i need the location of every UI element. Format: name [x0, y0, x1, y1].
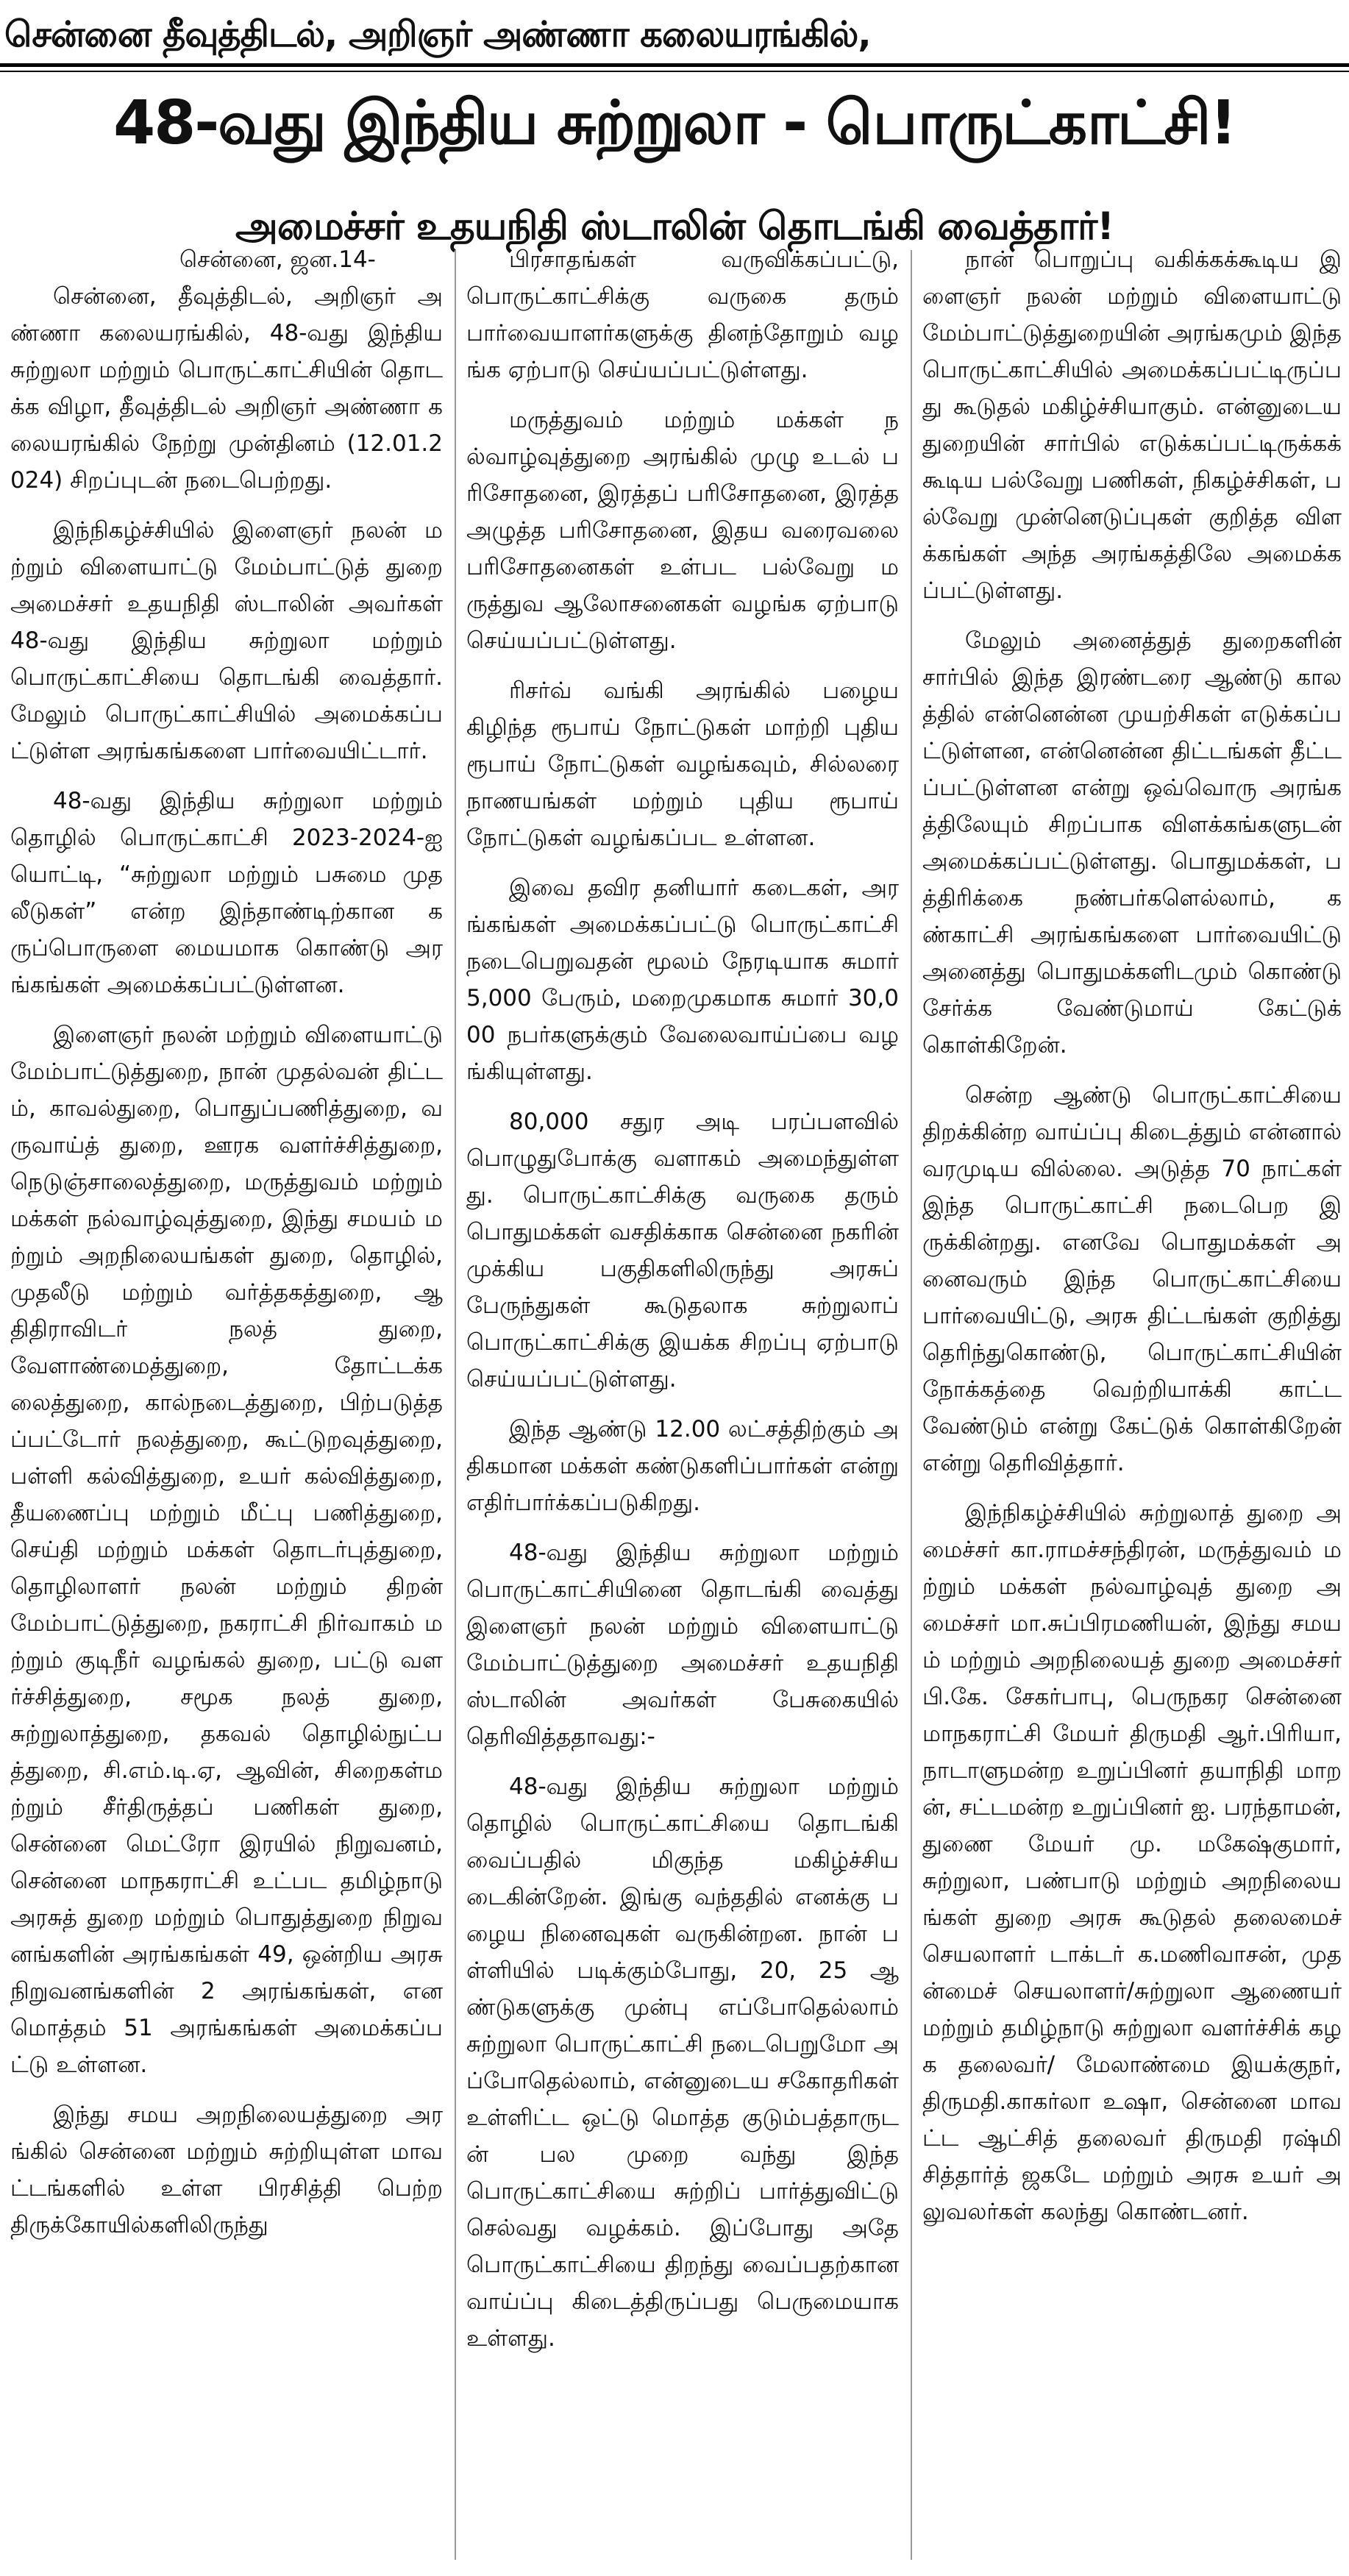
paragraph: இளைஞர் நலன் மற்றும் விளையாட்டு மேம்பாட்டுத்துறை, நான் முதல்வன் திட்டம், காவல்துறை, பொதுப்பணித்துறை, வருவாய்த் துறை, ஊரக வளர்ச்சித்துறை, நெடுஞ்சாலைத்துறை, மருத்துவம் மற்றும் மக்கள் நல்வாழ்வுத்துறை, இந்து சமயம் மற்றும் அறநிலையங்கள் துறை, தொழில், முதலீடு மற்றும் வர்த்தகத்துறை, ஆதிதிராவிடர் நலத் துறை, வேளாண்மைத்துறை, தோட்டக்கலைத்துறை, கால்நடைத்துறை, பிற்படுத்தப்பட்டோர் நலத்துறை, கூட்டுறவுத்துறை, பள்ளி கல்வித்துறை, உயர் கல்வித்துறை, தீயணைப்பு மற்றும் மீட்பு பணித்துறை, செய்தி மற்றும் மக்கள் தொடர்புத்துறை, தொழிலாளர் நலன் மற்றும் திறன் மேம்பாட்டுத்துறை, நகராட்சி நிர்வாகம் மற்றும் குடிநீர் வழங்கல் துறை, பட்டு வளர்ச்சித்துறை, சமூக நலத் துறை, சுற்றுலாத்துறை, தகவல் தொழில்நுட்பத்துறை, சி.எம்.டி.ஏ, ஆவின், சிறைகள்மற்றும் சீர்திருத்தப் பணிகள் துறை, சென்னை மெட்ரோ இரயில் நிறுவனம், சென்னை மாநகராட்சி உட்பட தமிழ்நாடு அரசுத் துறை மற்றும் பொதுத்துறை நிறுவனங்களின் அரங்கங்கள் 49, ஒன்றிய அரசு நிறுவனங்களின் 2 அரங்கங்கள், என மொத்தம் 51 அரங்கங்கள் அமைக்கப்பட்டு உள்ளன.: [10, 1022, 443, 2078]
headline: 48-வது இந்திய சுற்றுலா - பொருட்காட்சி!: [113, 88, 1236, 158]
paragraph: இந்நிகழ்ச்சியில் இளைஞர் நலன் மற்றும் விளையாட்டு மேம்பாட்டுத் துறை அமைச்சர் உதயநிதி ஸ்டாலின் அவர்கள் 48-வது இந்திய சுற்றுலா மற்றும் பொருட்காட்சியை தொடங்கி வைத்தார். மேலும் பொருட்காட்சியில் அமைக்கப்பட்டுள்ள அரங்கங்களை பார்வையிட்டார்.: [10, 517, 443, 764]
kicker-line: சென்னை தீவுத்திடல், அறிஞர் அண்ணா கலையரங்கில்,: [4, 14, 871, 55]
article-column-3: [922, 241, 1342, 2569]
dateline: சென்னை, ஜன.14-: [179, 246, 376, 273]
paragraph: 80,000 சதுர அடி பரப்பளவில் பொழுதுபோக்கு வளாகம் அமைந்துள்ளது. பொருட்காட்சிக்கு வருகை தரும் பொதுமக்கள் வசதிக்காக சென்னை நகரின் முக்கிய பகுதிகளிலிருந்து அரசுப் பேருந்துகள் கூடுதலாக சுற்றுலாப் பொருட்காட்சிக்கு இயக்க சிறப்பு ஏற்பாடு செய்யப்பட்டுள்ளது.: [466, 1109, 899, 1392]
paragraph: இவை தவிர தனியார் கடைகள், அரங்கங்கள் அமைக்கப்பட்டு பொருட்காட்சி நடைபெறுவதன் மூலம் நேரடியாக சுமார் 5,000 பேரும், மறைமுகமாக சுமார் 30,000 நபர்களுக்கும் வேலைவாய்ப்பை வழங்கியுள்ளது.: [466, 875, 899, 1085]
paragraph: இந்த ஆண்டு 12.00 லட்சத்திற்கும் அதிகமான மக்கள் கண்டுகளிப்பார்கள் என்று எதிர்பார்க்கப்படுகிறது.: [466, 1416, 899, 1516]
headline-rule-thick: [0, 63, 1349, 67]
headline-rule-thin: [0, 71, 1349, 72]
paragraph: நான் பொறுப்பு வகிக்கக்கூடிய இளைஞர் நலன் மற்றும் விளையாட்டு மேம்பாட்டுத்துறையின் அரங்கமும் இந்த பொருட்காட்சியில் அமைக்கப்பட்டிருப்பது கூடுதல் மகிழ்ச்சியாகும். என்னுடைய துறையின் சார்பில் எடுக்கப்பட்டிருக்கக் கூடிய பல்வேறு பணிகள், நிகழ்ச்சிகள், பல்வேறு முன்னெடுப்புகள் குறித்த விளக்கங்கள் அந்த அரங்கத்திலே அமைக்கப்பட்டுள்ளது.: [922, 246, 1342, 604]
paragraph: மருத்துவம் மற்றும் மக்கள் நல்வாழ்வுத்துறை அரங்கில் முழு உடல் பரிசோதனை, இரத்தப் பரிசோதனை, இரத்த அழுத்த பரிசோதனை, இதய வரைவலை பரிசோதனைகள் உள்பட பல்வேறு மருத்துவ ஆலோசனைகள் வழங்க ஏற்பாடு செய்யப்பட்டுள்ளது.: [466, 407, 899, 654]
article-column-2: [466, 241, 899, 2569]
paragraph: 48-வது இந்திய சுற்றுலா மற்றும் பொருட்காட்சியினை தொடங்கி வைத்து இளைஞர் நலன் மற்றும் விளையாட்டு மேம்பாட்டுத்துறை அமைச்சர் உதயநிதி ஸ்டாலின் அவர்கள் பேசுகையில் தெரிவித்ததாவது:-: [466, 1540, 899, 1750]
article-column-1: [10, 241, 443, 2569]
paragraph: சென்ற ஆண்டு பொருட்காட்சியை திறக்கின்ற வாய்ப்பு கிடைத்தும் என்னால் வரமுடிய வில்லை. அடுத்த 70 நாட்கள் இந்த பொருட்காட்சி நடைபெற இருக்கின்றது. எனவே பொதுமக்கள் அனைவரும் இந்த பொருட்காட்சியை பார்வையிட்டு, அரசு திட்டங்கள் குறித்து தெரிந்துகொண்டு, பொருட்காட்சியின் நோக்கத்தை வெற்றியாக்கி காட்ட வேண்டும் என்று கேட்டுக் கொள்கிறேன் என்று தெரிவித்தார்.: [922, 1082, 1342, 1476]
paragraph: ரிசர்வ் வங்கி அரங்கில் பழைய கிழிந்த ரூபாய் நோட்டுகள் மாற்றி புதிய ரூபாய் நோட்டுகள் வழங்கவும், சில்லரை நாணயங்கள் மற்றும் புதிய ரூபாய் நோட்டுகள் வழங்கப்பட உள்ளன.: [466, 677, 899, 851]
paragraph: இந்து சமய அறநிலையத்துறை அரங்கில் சென்னை மற்றும் சுற்றியுள்ள மாவட்டங்களில் உள்ள பிரசித்தி பெற்ற திருக்கோயில்களிலிருந்து: [10, 2102, 443, 2238]
column-divider: [455, 250, 456, 2560]
paragraph: 48-வது இந்திய சுற்றுலா மற்றும் தொழில் பொருட்காட்சி 2023-2024-ஐ யொட்டி, “சுற்றுலா மற்றும் பசுமை முதலீடுகள்” என்ற இந்தாண்டிற்கான கருப்பொருளை மையமாக கொண்டு அரங்கங்கள் அமைக்கப்பட்டுள்ளன.: [10, 788, 443, 998]
column-divider: [911, 250, 912, 2560]
paragraph: மேலும் அனைத்துத் துறைகளின் சார்பில் இந்த இரண்டரை ஆண்டு காலத்தில் என்னென்ன முயற்சிகள் எடுக்கப்பட்டுள்ளன, என்னென்ன திட்டங்கள் தீட்டப்பட்டுள்ளன என்று ஒவ்வொரு அரங்கத்திலேயும் சிறப்பாக விளக்கங்களுடன் அமைக்கப்பட்டுள்ளது. பொதுமக்கள், பத்திரிக்கை நண்பர்களெல்லாம், கண்காட்சி அரங்கங்களை பார்வையிட்டு அனைத்து பொதுமக்களிடமும் கொண்டு சேர்க்க வேண்டுமாய் கேட்டுக் கொள்கிறேன்.: [922, 627, 1342, 1058]
paragraph: சென்னை, தீவுத்திடல், அறிஞர் அண்ணா கலையரங்கில், 48-வது இந்திய சுற்றுலா மற்றும் பொருட்காட்சியின் தொடக்க விழா, தீவுத்திடல் அறிஞர் அண்ணா கலையரங்கில் நேற்று முன்தினம் (12.01.2024) சிறப்புடன் நடைபெற்றது.: [10, 283, 443, 494]
paragraph: பிரசாதங்கள் வருவிக்கப்பட்டு, பொருட்காட்சிக்கு வருகை தரும் பார்வையாளர்களுக்கு தினந்தோறும் வழங்க ஏற்பாடு செய்யப்பட்டுள்ளது.: [466, 246, 899, 383]
paragraph: இந்நிகழ்ச்சியில் சுற்றுலாத் துறை அமைச்சர் கா.ராமச்சந்திரன், மருத்துவம் மற்றும் மக்கள் நல்வாழ்வுத் துறை அமைச்சர் மா.சுப்பிரமணியன், இந்து சமயம் மற்றும் அறநிலையத் துறை அமைச்சர் பி.கே. சேகர்பாபு, பெருநகர சென்னை மாநகராட்சி மேயர் திருமதி ஆர்.பிரியா, நாடாளுமன்ற உறுப்பினர் தயாநிதி மாறன், சட்டமன்ற உறுப்பினர் ஐ. பரந்தாமன், துணை மேயர் மு. மகேஷ்குமார், சுற்றுலா, பண்பாடு மற்றும் அறநிலையங்கள் துறை அரசு கூடுதல் தலைமைச் செயலாளர் டாக்டர் க.மணிவாசன், முதன்மைச் செயலாளர்/சுற்றுலா ஆணையர் மற்றும் தமிழ்நாடு சுற்றுலா வளர்ச்சிக் கழக தலைவர்/ மேலாண்மை இயக்குநர், திருமதி.காகர்லா உஷா, சென்னை மாவட்ட ஆட்சித் தலைவர் திருமதி ரஷ்மி சித்தார்த் ஜகடே மற்றும் அரசு உயர் அலுவலர்கள் கலந்து கொண்டனர்.: [922, 1500, 1342, 2225]
subheadline: அமைச்சர் உதயநிதி ஸ்டாலின் தொடங்கி வைத்தார்!: [235, 204, 1114, 249]
paragraph: 48-வது இந்திய சுற்றுலா மற்றும் தொழில் பொருட்காட்சியை தொடங்கி வைப்பதில் மிகுந்த மகிழ்ச்சியடைகின்றேன். இங்கு வந்ததில் எனக்கு பழைய நினைவுகள் வருகின்றன. நான் பள்ளியில் படிக்கும்போது, 20, 25 ஆண்டுகளுக்கு முன்பு எப்போதெல்லாம் சுற்றுலா பொருட்காட்சி நடைபெறுமோ அப்போதெல்லாம், என்னுடைய சகோதரிகள் உள்ளிட்ட ஒட்டு மொத்த குடும்பத்தாருடன் பல முறை வந்து இந்த பொருட்காட்சியை சுற்றிப் பார்த்துவிட்டு செல்வது வழக்கம். இப்போது அதே பொருட்காட்சியை திறந்து வைப்பதற்கான வாய்ப்பு கிடைத்திருப்பது பெருமையாக உள்ளது.: [466, 1773, 899, 2352]
